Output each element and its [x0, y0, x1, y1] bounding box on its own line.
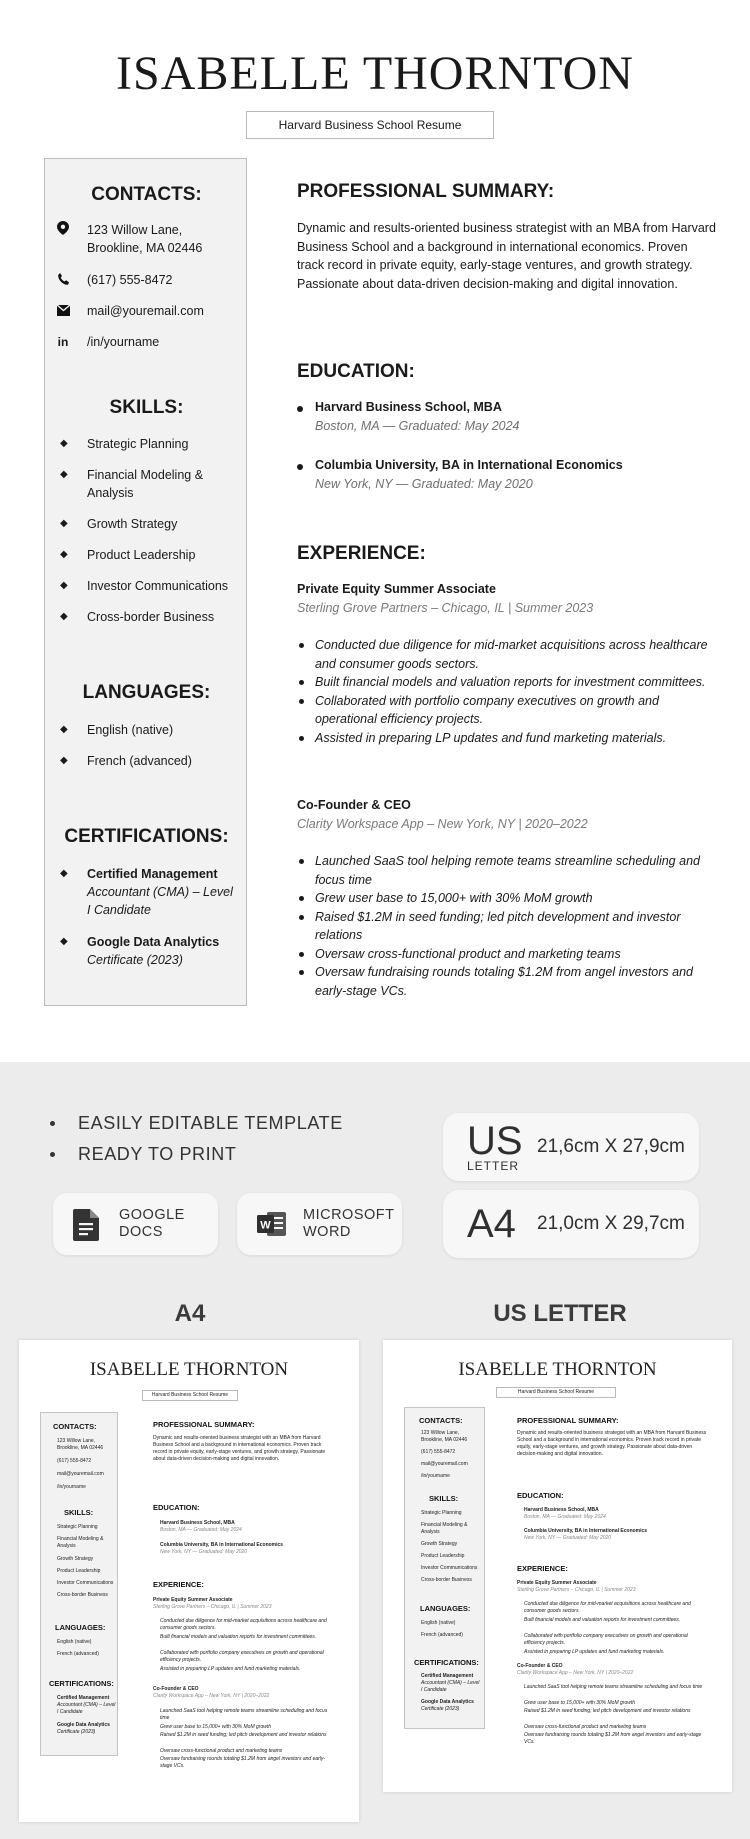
cert-name: Google Data Analytics — [421, 1699, 474, 1705]
google-docs-badge — [53, 1193, 218, 1255]
diamond-bullet-icon: ◆ — [60, 868, 68, 879]
job-bullet: Raised $1.2M in seed funding; led pitch development and investor relations — [297, 908, 717, 945]
resume-name: ISABELLE THORNTON — [116, 47, 634, 100]
languages-heading: LANGUAGES: — [420, 1604, 471, 1613]
job-bullet: Launched SaaS tool helping remote teams streamline scheduling and focus time — [160, 1708, 328, 1721]
diamond-bullet-icon: ◆ — [60, 469, 68, 480]
bullet-icon — [297, 406, 303, 412]
cert-detail: I Candidate — [57, 1709, 83, 1715]
sidebar — [44, 158, 247, 1006]
cert-detail: Certificate (2023) — [57, 1729, 96, 1735]
skill-item: Growth Strategy — [87, 517, 178, 531]
email-address: mail@youremail.com — [421, 1461, 468, 1467]
skill-item: Growth Strategy — [421, 1541, 458, 1547]
cert-name: Google Data Analytics — [87, 935, 220, 949]
app-label: MICROSOFT WORD — [303, 1207, 395, 1240]
linkedin-url: /in/yourname — [421, 1473, 450, 1479]
skill-item: Strategic Planning — [57, 1524, 98, 1530]
summary-heading: PROFESSIONAL SUMMARY: — [153, 1420, 255, 1429]
job-bullet: Oversaw fundraising rounds totaling $1.2M from angel investors and early-stage VCs. — [160, 1756, 326, 1769]
job-bullet: Conducted due diligence for mid-market acquisitions across healthcare and consumer goods sectors. — [297, 636, 717, 673]
job-bullet: Oversaw fundraising rounds totaling $1.2M from angel investors and early-stage VCs. — [524, 1732, 702, 1745]
bullet-icon — [297, 464, 303, 470]
job-meta: Clarity Workspace App – New York, NY | 2020–2022 — [153, 1693, 270, 1699]
sidebar — [40, 1412, 118, 1756]
summary-heading: PROFESSIONAL SUMMARY: — [517, 1416, 619, 1425]
cert-name: Google Data Analytics — [57, 1722, 110, 1728]
resume-subtitle: Harvard Business School Resume — [246, 111, 494, 139]
job-bullet: Launched SaaS tool helping remote teams streamline scheduling and focus time — [297, 852, 717, 889]
cert-detail: I Candidate — [421, 1687, 447, 1693]
language-item: French (advanced) — [87, 754, 192, 768]
app-label: GOOGLE DOCS — [119, 1207, 185, 1240]
job-bullet: Conducted due diligence for mid-market acquisitions across healthcare and consumer goods sectors. — [160, 1618, 327, 1631]
job-bullet: Collaborated with portfolio company executives on growth and operational efficiency projects. — [524, 1633, 688, 1646]
job-bullet: Oversaw cross-functional product and marketing teams — [160, 1748, 283, 1754]
job-bullet: Raised $1.2M in seed funding; led pitch development and investor relations — [524, 1708, 691, 1714]
phone-number: (617) 555-8472 — [87, 273, 173, 287]
contacts-heading: CONTACTS: — [419, 1416, 463, 1425]
job-bullet: Oversaw fundraising rounds totaling $1.2M from angel investors and early-stage VCs. — [297, 963, 717, 1000]
linkedin-url: /in/yourname — [87, 335, 160, 349]
summary-heading: PROFESSIONAL SUMMARY: — [297, 181, 555, 202]
resume-subtitle: Harvard Business School Resume — [496, 1387, 616, 1398]
job-bullet: Built financial models and valuation reports for investment committees. — [160, 1634, 317, 1640]
skill-item: Financial Modeling & — [421, 1522, 468, 1528]
skill-item: Product Leadership — [87, 548, 196, 562]
microsoft-word-badge — [237, 1193, 402, 1255]
skill-item: Investor Communications — [421, 1565, 478, 1571]
size-dimensions: 21,0cm X 29,7cm — [537, 1213, 685, 1234]
job-bullet: Grew user base to 15,000+ with 30% MoM growth — [297, 889, 717, 908]
skill-item-continued: Analysis — [87, 486, 134, 500]
cert-name: Certified Management — [87, 867, 218, 881]
email-address: mail@youremail.com — [57, 1471, 104, 1477]
job-bullet: Assisted in preparing LP updates and fund marketing materials. — [297, 729, 717, 748]
job-bullet: Conducted due diligence for mid-market acquisitions across healthcare and consumer goods sectors. — [524, 1601, 691, 1614]
job-meta: Clarity Workspace App – New York, NY | 2020–2022 — [297, 817, 588, 831]
job-bullets — [297, 852, 717, 1000]
size-name: US — [467, 1119, 523, 1163]
email-icon — [56, 305, 70, 319]
a4-preview — [19, 1340, 359, 1822]
sidebar — [404, 1407, 485, 1729]
cert-detail: Certificate (2023) — [87, 953, 183, 967]
certifications-heading: CERTIFICATIONS: — [64, 826, 229, 847]
skill-item: Investor Communications — [87, 579, 229, 593]
phone-number: (617) 555-8472 — [421, 1449, 456, 1455]
job-bullet: Collaborated with portfolio company executives on growth and operational efficiency projects. — [160, 1650, 324, 1663]
skill-item-continued: Analysis — [57, 1543, 76, 1549]
diamond-bullet-icon: ◆ — [60, 438, 68, 449]
google-docs-icon — [73, 1209, 101, 1241]
summary-text: Dynamic and results-oriented business strategist with an MBA from Harvard Business School and a background in international economics. Proven track record in private equity, early-stage ventures, and growth strategy. Passionate about data-driven decision-making and digital innovation. — [153, 1435, 326, 1462]
feature-item: READY TO PRINT — [52, 1144, 236, 1165]
skill-item: Product Leadership — [421, 1553, 465, 1559]
school-name: Harvard Business School, MBA — [315, 400, 502, 414]
email-address: mail@youremail.com — [87, 304, 204, 318]
preview-label-a4: A4 — [174, 1300, 206, 1327]
a4-size-badge — [443, 1190, 699, 1258]
cert-detail: Accountant (CMA) – Level — [57, 1702, 116, 1708]
contacts-heading: CONTACTS: — [53, 1422, 97, 1431]
skill-item: Cross-border Business — [57, 1592, 108, 1598]
microsoft-word-icon — [257, 1209, 285, 1241]
skills-heading: SKILLS: — [64, 1508, 94, 1517]
job-title: Co-Founder & CEO — [517, 1663, 563, 1669]
diamond-bullet-icon: ◆ — [60, 549, 68, 560]
job-meta: Sterling Grove Partners – Chicago, IL | Summer 2023 — [297, 601, 594, 615]
skill-item: Strategic Planning — [421, 1510, 462, 1516]
diamond-bullet-icon: ◆ — [60, 580, 68, 591]
cert-detail: Certificate (2023) — [421, 1706, 460, 1712]
address-line-2: Brookline, MA 02446 — [421, 1437, 468, 1443]
language-item: French (advanced) — [421, 1632, 463, 1638]
linkedin-icon: in — [57, 335, 69, 349]
school-detail: New York, NY — Graduated: May 2020 — [160, 1549, 248, 1555]
job-title: Private Equity Summer Associate — [517, 1580, 597, 1586]
job-meta: Sterling Grove Partners – Chicago, IL | Summer 2023 — [153, 1604, 272, 1610]
school-name: Columbia University, BA in International Economics — [315, 458, 623, 472]
size-name: A4 — [467, 1202, 516, 1246]
education-heading: EDUCATION: — [297, 361, 415, 382]
diamond-bullet-icon: ◆ — [60, 936, 68, 947]
us-letter-preview — [383, 1340, 732, 1792]
skill-item: Cross-border Business — [87, 610, 215, 624]
svg-text:W: W — [260, 1219, 271, 1232]
school-name: Harvard Business School, MBA — [524, 1507, 599, 1513]
school-name: Harvard Business School, MBA — [160, 1520, 235, 1526]
job-bullet: Assisted in preparing LP updates and fund marketing materials. — [524, 1649, 665, 1655]
diamond-bullet-icon: ◆ — [60, 755, 68, 766]
contacts-heading: CONTACTS: — [91, 184, 202, 205]
school-detail: Boston, MA — Graduated: May 2024 — [315, 419, 520, 433]
job-bullet: Built financial models and valuation reports for investment committees. — [524, 1617, 681, 1623]
language-item: French (advanced) — [57, 1651, 99, 1657]
resume-name: ISABELLE THORNTON — [89, 1359, 289, 1380]
school-detail: Boston, MA — Graduated: May 2024 — [160, 1527, 242, 1533]
job-bullet: Grew user base to 15,000+ with 30% MoM growth — [160, 1724, 272, 1730]
diamond-bullet-icon: ◆ — [60, 724, 68, 735]
cert-name: Certified Management — [57, 1695, 110, 1701]
skill-item: Strategic Planning — [87, 437, 189, 451]
address-line-2: Brookline, MA 02446 — [87, 241, 203, 255]
address-line-2: Brookline, MA 02446 — [57, 1445, 104, 1451]
school-name: Columbia University, BA in International Economics — [160, 1542, 284, 1548]
resume-subtitle: Harvard Business School Resume — [142, 1390, 238, 1401]
skill-item: Product Leadership — [57, 1568, 101, 1574]
skill-item: Investor Communications — [57, 1580, 114, 1586]
address-line-1: 123 Willow Lane, — [87, 223, 183, 237]
job-title: Private Equity Summer Associate — [297, 582, 496, 596]
school-detail: Boston, MA — Graduated: May 2024 — [524, 1514, 606, 1520]
size-dimensions: 21,6cm X 27,9cm — [537, 1136, 685, 1157]
skill-item: Growth Strategy — [57, 1556, 94, 1562]
language-item: English (native) — [421, 1620, 456, 1626]
job-bullet: Raised $1.2M in seed funding; led pitch development and investor relations — [160, 1732, 327, 1738]
feature-item: EASILY EDITABLE TEMPLATE — [52, 1113, 343, 1134]
job-title: Co-Founder & CEO — [153, 1686, 199, 1692]
education-heading: EDUCATION: — [517, 1491, 564, 1500]
location-pin-icon — [56, 221, 70, 235]
certifications-heading: CERTIFICATIONS: — [49, 1679, 114, 1688]
experience-heading: EXPERIENCE: — [517, 1564, 568, 1573]
job-meta: Sterling Grove Partners – Chicago, IL | Summer 2023 — [517, 1587, 636, 1593]
certifications-heading: CERTIFICATIONS: — [414, 1658, 479, 1667]
skill-item: Financial Modeling & — [87, 468, 204, 482]
job-bullet: Grew user base to 15,000+ with 30% MoM growth — [524, 1700, 636, 1706]
experience-heading: EXPERIENCE: — [297, 543, 426, 564]
job-bullet: Oversaw cross-functional product and marketing teams — [524, 1724, 647, 1730]
school-detail: New York, NY — Graduated: May 2020 — [524, 1535, 612, 1541]
school-detail: New York, NY — Graduated: May 2020 — [315, 477, 533, 491]
job-bullet: Collaborated with portfolio company executives on growth and operational efficiency projects. — [297, 692, 717, 729]
preview-label-us-letter: US LETTER — [493, 1300, 627, 1327]
language-item: English (native) — [87, 723, 174, 737]
job-bullet: Oversaw cross-functional product and marketing teams — [297, 945, 717, 964]
school-name: Columbia University, BA in International Economics — [524, 1528, 648, 1534]
address-line-1: 123 Willow Lane, — [421, 1430, 460, 1436]
skill-item: Cross-border Business — [421, 1577, 472, 1583]
language-item: English (native) — [57, 1639, 92, 1645]
job-title: Co-Founder & CEO — [297, 798, 411, 812]
job-bullet: Launched SaaS tool helping remote teams streamline scheduling and focus time — [524, 1684, 703, 1690]
cert-detail: Accountant (CMA) – Level — [87, 885, 233, 899]
address-line-1: 123 Willow Lane, — [57, 1438, 96, 1444]
languages-heading: LANGUAGES: — [55, 1623, 106, 1632]
experience-heading: EXPERIENCE: — [153, 1580, 204, 1589]
job-title: Private Equity Summer Associate — [153, 1597, 233, 1603]
phone-icon — [56, 273, 70, 287]
diamond-bullet-icon: ◆ — [60, 611, 68, 622]
cert-detail: I Candidate — [87, 903, 151, 917]
cert-detail: Accountant (CMA) – Level — [421, 1680, 480, 1686]
languages-heading: LANGUAGES: — [82, 682, 211, 703]
job-bullet: Built financial models and valuation reports for investment committees. — [297, 673, 717, 692]
job-bullet: Assisted in preparing LP updates and fund marketing materials. — [160, 1666, 301, 1672]
phone-number: (617) 555-8472 — [57, 1458, 92, 1464]
job-meta: Clarity Workspace App – New York, NY | 2020–2022 — [517, 1670, 634, 1676]
summary-text: Dynamic and results-oriented business strategist with an MBA from Harvard Business School and a background in international economics. Proven track record in private equity, early-stage ventures, and growth strategy. Passionate about data-driven decision-making and digital innovation. — [297, 221, 716, 291]
skill-item-continued: Analysis — [421, 1529, 440, 1535]
diamond-bullet-icon: ◆ — [60, 518, 68, 529]
skills-heading: SKILLS: — [109, 397, 184, 418]
skills-heading: SKILLS: — [429, 1494, 459, 1503]
cert-name: Certified Management — [421, 1673, 474, 1679]
skill-item: Financial Modeling & — [57, 1536, 104, 1542]
us-letter-size-badge — [443, 1113, 699, 1181]
size-subname: LETTER — [467, 1159, 520, 1173]
linkedin-url: /in/yourname — [57, 1484, 86, 1490]
resume-name: ISABELLE THORNTON — [458, 1359, 657, 1380]
summary-text: Dynamic and results-oriented business strategist with an MBA from Harvard Business School and a background in international economics. Proven track record in private equity, early-stage ventures, and growth strategy. Passionate about data-driven decision-making and digital innovation. — [517, 1430, 707, 1457]
job-bullets — [297, 636, 717, 747]
education-heading: EDUCATION: — [153, 1503, 200, 1512]
